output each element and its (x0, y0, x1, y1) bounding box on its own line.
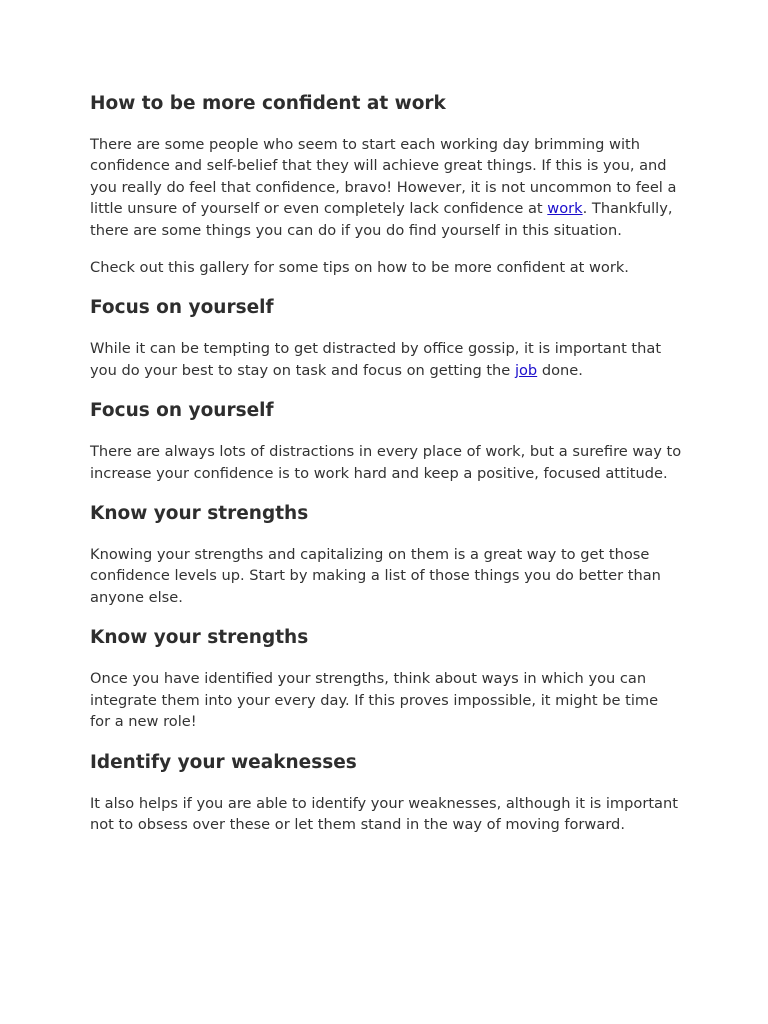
section-heading-know-your-strengths-1: Know your strengths (90, 503, 309, 525)
section-text-before-link: While it can be tempting to get distracted by office gossip, it is important that you do your best to stay on task and focus on getting the (90, 340, 662, 379)
section-text-identify-weaknesses: It also helps if you are able to identify your weaknesses, although it is important not to obsess over these or let them stand in the way of moving forward. (90, 794, 678, 833)
intro-text-after-link: . Thankfully, there are some things you can do if you do find yourself in this situation. (90, 200, 673, 239)
work-link[interactable]: work (547, 200, 583, 218)
job-link[interactable]: job (514, 361, 538, 379)
section-heading-know-your-strengths-2: Know your strengths (90, 627, 309, 649)
section-text-after-link: done. (537, 361, 583, 379)
section-heading-focus-on-yourself-2: Focus on yourself (90, 400, 274, 422)
section-text-know-your-strengths-1: Knowing your strengths and capitalizing on them is a great way to get those confidence levels up. Start by making a list of those things you do better than anyone else. (90, 546, 661, 606)
section-heading-focus-on-yourself-1: Focus on yourself (90, 297, 274, 319)
article-title: How to be more confident at work (90, 93, 446, 114)
section-text-focus-on-yourself-1 (90, 338, 682, 381)
section-heading-identify-weaknesses: Identify your weaknesses (90, 751, 357, 773)
gallery-note: Check out this gallery for some tips on how to be more confident at work. (90, 259, 629, 277)
intro-paragraph (90, 134, 682, 241)
section-text-know-your-strengths-2: Once you have identified your strengths, think about ways in which you can integrate them into your every day. If this proves impossible, it might be time for a new role! (90, 670, 659, 731)
section-text-focus-on-yourself-2: There are always lots of distractions in every place of work, but a surefire way to increase your confidence is to work hard and keep a positive, focused attitude. (90, 443, 682, 482)
article (90, 90, 682, 851)
intro-text-before-link: There are some people who seem to start each working day brimming with confidence and self-belief that they will achieve great things. If this is you, and you really do feel that confidence, bravo! However, it is not uncommon to feel a little unsure of yourself or even completely lack confidence at (90, 136, 677, 218)
